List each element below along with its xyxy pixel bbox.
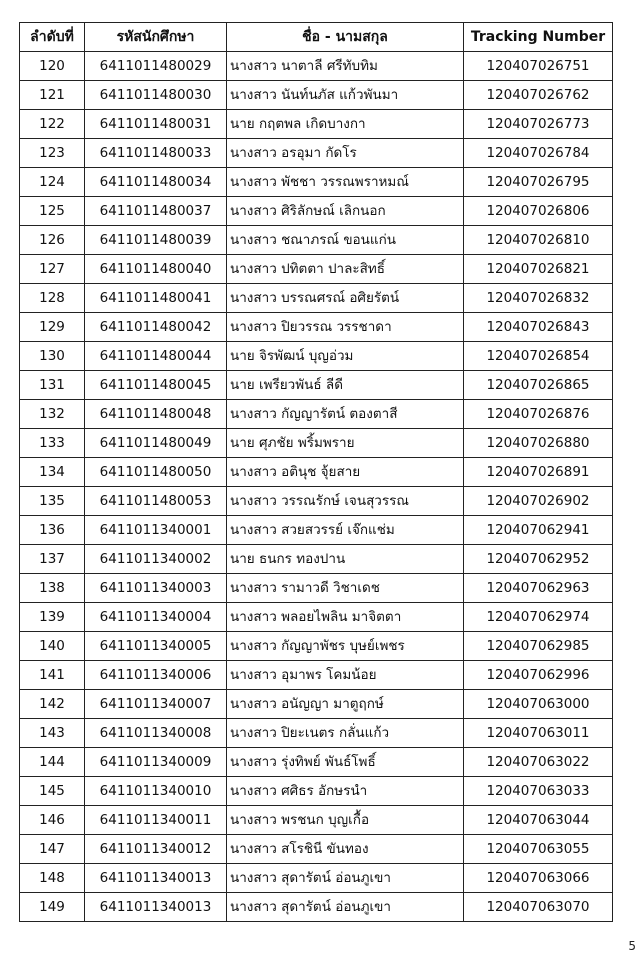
student-id-cell: 6411011480031 bbox=[85, 110, 227, 139]
full-name-cell: นางสาว สโรชินี ขันทอง bbox=[227, 835, 464, 864]
table-row bbox=[20, 81, 613, 110]
order-number-cell: 122 bbox=[20, 110, 85, 139]
table-row bbox=[20, 661, 613, 690]
tracking-number-cell: 120407062963 bbox=[464, 574, 613, 603]
header-full-name: ชื่อ - นามสกุล bbox=[227, 23, 464, 52]
table-row bbox=[20, 429, 613, 458]
student-id-cell: 6411011480034 bbox=[85, 168, 227, 197]
table-row bbox=[20, 806, 613, 835]
table-row bbox=[20, 284, 613, 313]
full-name-cell: นาย เพรียวพันธ์ ลีดี bbox=[227, 371, 464, 400]
tracking-number-cell: 120407026854 bbox=[464, 342, 613, 371]
tracking-number-cell: 120407063044 bbox=[464, 806, 613, 835]
table-row bbox=[20, 574, 613, 603]
order-number-cell: 127 bbox=[20, 255, 85, 284]
full-name-cell: นาย ศุภชัย พริ้มพราย bbox=[227, 429, 464, 458]
table-row bbox=[20, 893, 613, 922]
full-name-cell: นาย ธนกร ทองปาน bbox=[227, 545, 464, 574]
tracking-number-cell: 120407026784 bbox=[464, 139, 613, 168]
tracking-number-cell: 120407063070 bbox=[464, 893, 613, 922]
student-id-cell: 6411011480049 bbox=[85, 429, 227, 458]
full-name-cell: นางสาว สุดารัตน์ อ่อนภูเขา bbox=[227, 864, 464, 893]
table-row bbox=[20, 313, 613, 342]
table-row bbox=[20, 835, 613, 864]
table-row bbox=[20, 603, 613, 632]
student-id-cell: 6411011480048 bbox=[85, 400, 227, 429]
order-number-cell: 148 bbox=[20, 864, 85, 893]
order-number-cell: 135 bbox=[20, 487, 85, 516]
full-name-cell: นางสาว ศศิธร อักษรนำ bbox=[227, 777, 464, 806]
table-row bbox=[20, 632, 613, 661]
student-id-cell: 6411011340010 bbox=[85, 777, 227, 806]
order-number-cell: 140 bbox=[20, 632, 85, 661]
table-row bbox=[20, 719, 613, 748]
table-row bbox=[20, 458, 613, 487]
full-name-cell: นางสาว บรรณศรณ์ อศิยรัตน์ bbox=[227, 284, 464, 313]
full-name-cell: นางสาว ปิยะเนตร กลั่นแก้ว bbox=[227, 719, 464, 748]
table-row bbox=[20, 777, 613, 806]
order-number-cell: 123 bbox=[20, 139, 85, 168]
student-id-cell: 6411011340013 bbox=[85, 864, 227, 893]
order-number-cell: 137 bbox=[20, 545, 85, 574]
table-row bbox=[20, 545, 613, 574]
full-name-cell: นางสาว อุมาพร โคมน้อย bbox=[227, 661, 464, 690]
student-id-cell: 6411011340008 bbox=[85, 719, 227, 748]
order-number-cell: 125 bbox=[20, 197, 85, 226]
student-id-cell: 6411011480037 bbox=[85, 197, 227, 226]
tracking-number-cell: 120407026821 bbox=[464, 255, 613, 284]
table-row bbox=[20, 110, 613, 139]
student-id-cell: 6411011480044 bbox=[85, 342, 227, 371]
order-number-cell: 132 bbox=[20, 400, 85, 429]
full-name-cell: นางสาว พรชนก บุญเกื้อ bbox=[227, 806, 464, 835]
tracking-number-cell: 120407063066 bbox=[464, 864, 613, 893]
order-number-cell: 144 bbox=[20, 748, 85, 777]
full-name-cell: นางสาว ศิริลักษณ์ เลิกนอก bbox=[227, 197, 464, 226]
order-number-cell: 145 bbox=[20, 777, 85, 806]
full-name-cell: นางสาว กัญญารัตน์ ตองตาสี bbox=[227, 400, 464, 429]
table-row bbox=[20, 342, 613, 371]
student-id-cell: 6411011340006 bbox=[85, 661, 227, 690]
table-row bbox=[20, 516, 613, 545]
student-id-cell: 6411011340003 bbox=[85, 574, 227, 603]
student-id-cell: 6411011480042 bbox=[85, 313, 227, 342]
student-id-cell: 6411011480041 bbox=[85, 284, 227, 313]
order-number-cell: 121 bbox=[20, 81, 85, 110]
tracking-number-cell: 120407063000 bbox=[464, 690, 613, 719]
full-name-cell: นางสาว พัชชา วรรณพราหมณ์ bbox=[227, 168, 464, 197]
header-order-number: ลำดับที่ bbox=[20, 23, 85, 52]
student-id-cell: 6411011340013 bbox=[85, 893, 227, 922]
order-number-cell: 124 bbox=[20, 168, 85, 197]
table-row bbox=[20, 748, 613, 777]
tracking-number-cell: 120407026891 bbox=[464, 458, 613, 487]
full-name-cell: นางสาว อรอุมา กัดโร bbox=[227, 139, 464, 168]
tracking-number-cell: 120407026843 bbox=[464, 313, 613, 342]
full-name-cell: นางสาว ปิยวรรณ วรรชาดา bbox=[227, 313, 464, 342]
full-name-cell: นางสาว สวยสวรรย์ เจ๊กแช่ม bbox=[227, 516, 464, 545]
student-id-cell: 6411011340001 bbox=[85, 516, 227, 545]
order-number-cell: 149 bbox=[20, 893, 85, 922]
table-header-row bbox=[20, 23, 613, 52]
student-id-cell: 6411011480045 bbox=[85, 371, 227, 400]
table-row bbox=[20, 400, 613, 429]
full-name-cell: นางสาว นาตาลี ศรีทับทิม bbox=[227, 52, 464, 81]
student-id-cell: 6411011340009 bbox=[85, 748, 227, 777]
tracking-number-cell: 120407062974 bbox=[464, 603, 613, 632]
student-id-cell: 6411011480039 bbox=[85, 226, 227, 255]
tracking-number-cell: 120407026751 bbox=[464, 52, 613, 81]
order-number-cell: 130 bbox=[20, 342, 85, 371]
order-number-cell: 141 bbox=[20, 661, 85, 690]
full-name-cell: นางสาว รุ่งทิพย์ พันธ์โพธิ์ bbox=[227, 748, 464, 777]
table-body bbox=[20, 52, 613, 922]
order-number-cell: 136 bbox=[20, 516, 85, 545]
student-id-cell: 6411011340005 bbox=[85, 632, 227, 661]
tracking-number-cell: 120407062996 bbox=[464, 661, 613, 690]
tracking-number-cell: 120407062952 bbox=[464, 545, 613, 574]
full-name-cell: นาย จิรพัฒน์ บุญอ่วม bbox=[227, 342, 464, 371]
tracking-number-cell: 120407026832 bbox=[464, 284, 613, 313]
full-name-cell: นางสาว สุดารัตน์ อ่อนภูเขา bbox=[227, 893, 464, 922]
order-number-cell: 126 bbox=[20, 226, 85, 255]
tracking-number-cell: 120407026810 bbox=[464, 226, 613, 255]
table-row bbox=[20, 168, 613, 197]
table-row bbox=[20, 487, 613, 516]
order-number-cell: 142 bbox=[20, 690, 85, 719]
table-row bbox=[20, 139, 613, 168]
tracking-number-cell: 120407026902 bbox=[464, 487, 613, 516]
table-row bbox=[20, 371, 613, 400]
order-number-cell: 120 bbox=[20, 52, 85, 81]
full-name-cell: นางสาว อนัญญา มาตูฤกษ์ bbox=[227, 690, 464, 719]
student-id-cell: 6411011340011 bbox=[85, 806, 227, 835]
student-id-cell: 6411011480040 bbox=[85, 255, 227, 284]
table-row bbox=[20, 255, 613, 284]
table-row bbox=[20, 197, 613, 226]
full-name-cell: นางสาว วรรณรักษ์ เจนสุวรรณ bbox=[227, 487, 464, 516]
table-row bbox=[20, 52, 613, 81]
page-number: 5 bbox=[628, 939, 636, 953]
student-id-cell: 6411011340012 bbox=[85, 835, 227, 864]
full-name-cell: นางสาว อตินุช จุ้ยสาย bbox=[227, 458, 464, 487]
table-row bbox=[20, 864, 613, 893]
tracking-number-cell: 120407026880 bbox=[464, 429, 613, 458]
student-id-cell: 6411011480030 bbox=[85, 81, 227, 110]
tracking-number-cell: 120407063022 bbox=[464, 748, 613, 777]
tracking-table bbox=[19, 22, 613, 922]
full-name-cell: นางสาว กัญญาพัชร บุษย์เพชร bbox=[227, 632, 464, 661]
student-id-cell: 6411011340002 bbox=[85, 545, 227, 574]
tracking-number-cell: 120407026806 bbox=[464, 197, 613, 226]
order-number-cell: 134 bbox=[20, 458, 85, 487]
tracking-number-cell: 120407026876 bbox=[464, 400, 613, 429]
full-name-cell: นางสาว ชณาภรณ์ ขอนแก่น bbox=[227, 226, 464, 255]
order-number-cell: 139 bbox=[20, 603, 85, 632]
student-id-cell: 6411011480029 bbox=[85, 52, 227, 81]
tracking-number-cell: 120407063055 bbox=[464, 835, 613, 864]
order-number-cell: 147 bbox=[20, 835, 85, 864]
order-number-cell: 138 bbox=[20, 574, 85, 603]
tracking-number-cell: 120407063033 bbox=[464, 777, 613, 806]
student-id-cell: 6411011340007 bbox=[85, 690, 227, 719]
full-name-cell: นาย กฤตพล เกิดบางกา bbox=[227, 110, 464, 139]
full-name-cell: นางสาว พลอยไพลิน มาจิตตา bbox=[227, 603, 464, 632]
order-number-cell: 128 bbox=[20, 284, 85, 313]
order-number-cell: 131 bbox=[20, 371, 85, 400]
full-name-cell: นางสาว ปทิตตา ปาละสิทธิ์ bbox=[227, 255, 464, 284]
full-name-cell: นางสาว นันท์นภัส แก้วพันมา bbox=[227, 81, 464, 110]
order-number-cell: 146 bbox=[20, 806, 85, 835]
student-id-cell: 6411011480033 bbox=[85, 139, 227, 168]
header-student-id: รหัสนักศึกษา bbox=[85, 23, 227, 52]
tracking-number-cell: 120407026795 bbox=[464, 168, 613, 197]
table-row bbox=[20, 690, 613, 719]
tracking-number-cell: 120407062985 bbox=[464, 632, 613, 661]
student-id-cell: 6411011480050 bbox=[85, 458, 227, 487]
order-number-cell: 129 bbox=[20, 313, 85, 342]
tracking-number-cell: 120407062941 bbox=[464, 516, 613, 545]
order-number-cell: 133 bbox=[20, 429, 85, 458]
full-name-cell: นางสาว รามาวดี วิชาเดช bbox=[227, 574, 464, 603]
table-row bbox=[20, 226, 613, 255]
header-tracking-number: Tracking Number bbox=[464, 23, 613, 52]
student-id-cell: 6411011480053 bbox=[85, 487, 227, 516]
student-id-cell: 6411011340004 bbox=[85, 603, 227, 632]
tracking-number-cell: 120407026762 bbox=[464, 81, 613, 110]
order-number-cell: 143 bbox=[20, 719, 85, 748]
tracking-number-cell: 120407063011 bbox=[464, 719, 613, 748]
tracking-number-cell: 120407026865 bbox=[464, 371, 613, 400]
tracking-number-cell: 120407026773 bbox=[464, 110, 613, 139]
document-sheet bbox=[19, 22, 612, 922]
